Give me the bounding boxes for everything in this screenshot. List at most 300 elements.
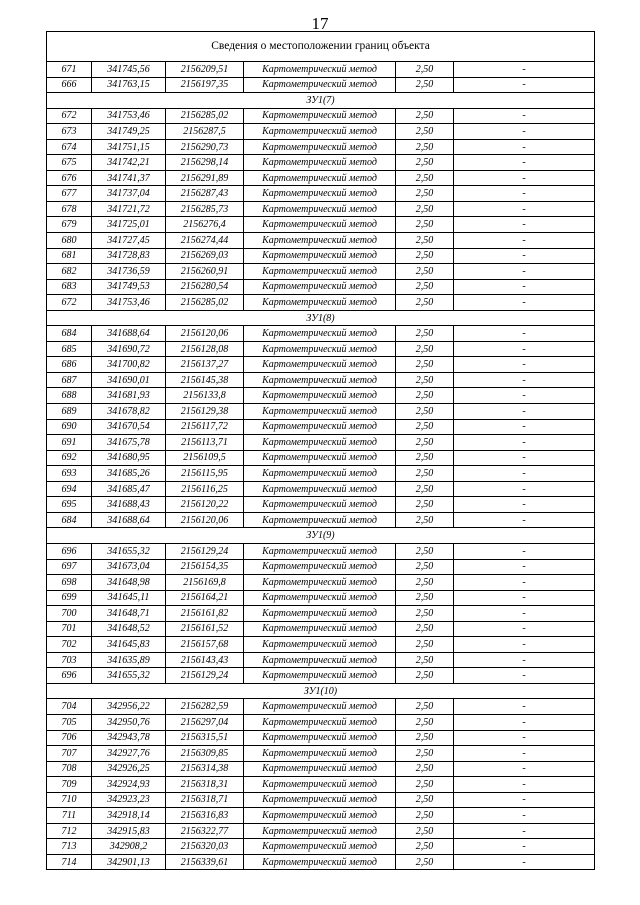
accuracy-cell: 2,50 xyxy=(396,450,454,466)
table-title-row xyxy=(47,32,595,62)
accuracy-cell: 2,50 xyxy=(396,730,454,746)
method-cell: Картометрический метод xyxy=(244,419,396,435)
accuracy-cell: 2,50 xyxy=(396,839,454,855)
method-cell: Картометрический метод xyxy=(244,730,396,746)
table-row xyxy=(47,559,595,575)
note-cell: - xyxy=(454,155,595,171)
method-cell: Картометрический метод xyxy=(244,792,396,808)
accuracy-cell: 2,50 xyxy=(396,714,454,730)
point-number-cell: 686 xyxy=(47,357,92,373)
table-row xyxy=(47,466,595,482)
coord-x-cell: 342924,93 xyxy=(92,777,166,793)
point-number-cell: 684 xyxy=(47,512,92,528)
coord-y-cell: 2156116,25 xyxy=(166,481,244,497)
table-row xyxy=(47,792,595,808)
point-number-cell: 671 xyxy=(47,62,92,78)
note-cell: - xyxy=(454,854,595,870)
point-number-cell: 692 xyxy=(47,450,92,466)
table-row xyxy=(47,730,595,746)
coord-y-cell: 2156287,43 xyxy=(166,186,244,202)
note-cell: - xyxy=(454,264,595,280)
accuracy-cell: 2,50 xyxy=(396,435,454,451)
coord-x-cell: 341690,72 xyxy=(92,341,166,357)
note-cell: - xyxy=(454,124,595,140)
coord-y-cell: 2156320,03 xyxy=(166,839,244,855)
accuracy-cell: 2,50 xyxy=(396,575,454,591)
coord-y-cell: 2156129,24 xyxy=(166,543,244,559)
note-cell: - xyxy=(454,699,595,715)
table-row xyxy=(47,326,595,342)
coord-x-cell: 342918,14 xyxy=(92,808,166,824)
coord-y-cell: 2156282,59 xyxy=(166,699,244,715)
table-row xyxy=(47,637,595,653)
coord-x-cell: 341688,64 xyxy=(92,512,166,528)
method-cell: Картометрический метод xyxy=(244,404,396,420)
coord-x-cell: 341688,64 xyxy=(92,326,166,342)
method-cell: Картометрический метод xyxy=(244,699,396,715)
coord-y-cell: 2156120,22 xyxy=(166,497,244,513)
note-cell: - xyxy=(454,466,595,482)
coord-x-cell: 341655,32 xyxy=(92,543,166,559)
coord-x-cell: 341725,01 xyxy=(92,217,166,233)
coord-x-cell: 342915,83 xyxy=(92,823,166,839)
method-cell: Картометрический метод xyxy=(244,761,396,777)
method-cell: Картометрический метод xyxy=(244,823,396,839)
note-cell: - xyxy=(454,248,595,264)
point-number-cell: 677 xyxy=(47,186,92,202)
point-number-cell: 702 xyxy=(47,637,92,653)
coord-y-cell: 2156169,8 xyxy=(166,575,244,591)
note-cell: - xyxy=(454,621,595,637)
coord-x-cell: 341727,45 xyxy=(92,233,166,249)
coord-x-cell: 341721,72 xyxy=(92,201,166,217)
point-number-cell: 698 xyxy=(47,575,92,591)
table-row xyxy=(47,295,595,311)
point-number-cell: 706 xyxy=(47,730,92,746)
note-cell: - xyxy=(454,808,595,824)
accuracy-cell: 2,50 xyxy=(396,497,454,513)
accuracy-cell: 2,50 xyxy=(396,139,454,155)
accuracy-cell: 2,50 xyxy=(396,357,454,373)
coord-y-cell: 2156318,71 xyxy=(166,792,244,808)
accuracy-cell: 2,50 xyxy=(396,481,454,497)
coord-y-cell: 2156133,8 xyxy=(166,388,244,404)
table-row xyxy=(47,435,595,451)
coord-x-cell: 341645,11 xyxy=(92,590,166,606)
accuracy-cell: 2,50 xyxy=(396,652,454,668)
method-cell: Картометрический метод xyxy=(244,77,396,93)
coord-x-cell: 341690,01 xyxy=(92,372,166,388)
coord-y-cell: 2156260,91 xyxy=(166,264,244,280)
table-row xyxy=(47,108,595,124)
coord-x-cell: 341635,89 xyxy=(92,652,166,668)
method-cell: Картометрический метод xyxy=(244,201,396,217)
method-cell: Картометрический метод xyxy=(244,481,396,497)
point-number-cell: 684 xyxy=(47,326,92,342)
note-cell: - xyxy=(454,637,595,653)
note-cell: - xyxy=(454,108,595,124)
table-row xyxy=(47,217,595,233)
point-number-cell: 675 xyxy=(47,155,92,171)
coord-y-cell: 2156161,52 xyxy=(166,621,244,637)
table-row xyxy=(47,279,595,295)
accuracy-cell: 2,50 xyxy=(396,372,454,388)
coord-y-cell: 2156143,43 xyxy=(166,652,244,668)
note-cell: - xyxy=(454,357,595,373)
method-cell: Картометрический метод xyxy=(244,155,396,171)
coord-x-cell: 341680,95 xyxy=(92,450,166,466)
table-row xyxy=(47,186,595,202)
table-row xyxy=(47,155,595,171)
table-row xyxy=(47,761,595,777)
point-number-cell: 711 xyxy=(47,808,92,824)
table-row xyxy=(47,264,595,280)
accuracy-cell: 2,50 xyxy=(396,746,454,762)
note-cell: - xyxy=(454,590,595,606)
coord-x-cell: 341678,82 xyxy=(92,404,166,420)
accuracy-cell: 2,50 xyxy=(396,543,454,559)
coord-y-cell: 2156209,51 xyxy=(166,62,244,78)
method-cell: Картометрический метод xyxy=(244,341,396,357)
coord-y-cell: 2156164,21 xyxy=(166,590,244,606)
coord-y-cell: 2156137,27 xyxy=(166,357,244,373)
table-title: Сведения о местоположении границ объекта xyxy=(47,32,595,62)
note-cell: - xyxy=(454,823,595,839)
accuracy-cell: 2,50 xyxy=(396,792,454,808)
table-row xyxy=(47,201,595,217)
point-number-cell: 694 xyxy=(47,481,92,497)
coord-y-cell: 2156316,83 xyxy=(166,808,244,824)
parcel-group-label: ЗУ1(8) xyxy=(47,310,595,326)
coord-y-cell: 2156129,24 xyxy=(166,668,244,684)
coord-y-cell: 2156128,08 xyxy=(166,341,244,357)
coord-x-cell: 342927,76 xyxy=(92,746,166,762)
table-row xyxy=(47,372,595,388)
coord-y-cell: 2156285,02 xyxy=(166,295,244,311)
coord-x-cell: 341688,43 xyxy=(92,497,166,513)
point-number-cell: 697 xyxy=(47,559,92,575)
method-cell: Картометрический метод xyxy=(244,668,396,684)
point-number-cell: 696 xyxy=(47,543,92,559)
coord-y-cell: 2156145,38 xyxy=(166,372,244,388)
accuracy-cell: 2,50 xyxy=(396,186,454,202)
note-cell: - xyxy=(454,435,595,451)
accuracy-cell: 2,50 xyxy=(396,559,454,575)
method-cell: Картометрический метод xyxy=(244,295,396,311)
accuracy-cell: 2,50 xyxy=(396,761,454,777)
method-cell: Картометрический метод xyxy=(244,217,396,233)
coord-x-cell: 342956,22 xyxy=(92,699,166,715)
point-number-cell: 683 xyxy=(47,279,92,295)
point-number-cell: 693 xyxy=(47,466,92,482)
point-number-cell: 696 xyxy=(47,668,92,684)
coord-x-cell: 341648,98 xyxy=(92,575,166,591)
parcel-group-row xyxy=(47,310,595,326)
boundary-table xyxy=(46,31,595,870)
point-number-cell: 681 xyxy=(47,248,92,264)
coord-y-cell: 2156269,03 xyxy=(166,248,244,264)
coord-y-cell: 2156290,73 xyxy=(166,139,244,155)
point-number-cell: 666 xyxy=(47,77,92,93)
coord-x-cell: 341745,56 xyxy=(92,62,166,78)
table-row xyxy=(47,419,595,435)
table-row xyxy=(47,621,595,637)
method-cell: Картометрический метод xyxy=(244,559,396,575)
table-row xyxy=(47,714,595,730)
coord-y-cell: 2156120,06 xyxy=(166,512,244,528)
accuracy-cell: 2,50 xyxy=(396,606,454,622)
table-row xyxy=(47,652,595,668)
point-number-cell: 676 xyxy=(47,170,92,186)
coord-y-cell: 2156309,85 xyxy=(166,746,244,762)
accuracy-cell: 2,50 xyxy=(396,326,454,342)
table-row xyxy=(47,668,595,684)
method-cell: Картометрический метод xyxy=(244,388,396,404)
coord-y-cell: 2156322,77 xyxy=(166,823,244,839)
method-cell: Картометрический метод xyxy=(244,108,396,124)
accuracy-cell: 2,50 xyxy=(396,279,454,295)
parcel-group-label: ЗУ1(9) xyxy=(47,528,595,544)
method-cell: Картометрический метод xyxy=(244,372,396,388)
coord-x-cell: 342908,2 xyxy=(92,839,166,855)
coord-x-cell: 342943,78 xyxy=(92,730,166,746)
page-number: 17 xyxy=(311,14,329,33)
table-row xyxy=(47,590,595,606)
table-row xyxy=(47,543,595,559)
coord-x-cell: 341736,59 xyxy=(92,264,166,280)
note-cell: - xyxy=(454,652,595,668)
table-row xyxy=(47,357,595,373)
coord-x-cell: 341700,82 xyxy=(92,357,166,373)
coord-y-cell: 2156154,35 xyxy=(166,559,244,575)
method-cell: Картометрический метод xyxy=(244,621,396,637)
table-row xyxy=(47,512,595,528)
note-cell: - xyxy=(454,326,595,342)
note-cell: - xyxy=(454,279,595,295)
accuracy-cell: 2,50 xyxy=(396,590,454,606)
coord-y-cell: 2156318,31 xyxy=(166,777,244,793)
table-row xyxy=(47,450,595,466)
table-row xyxy=(47,62,595,78)
method-cell: Картометрический метод xyxy=(244,543,396,559)
coord-y-cell: 2156129,38 xyxy=(166,404,244,420)
table-row xyxy=(47,341,595,357)
method-cell: Картометрический метод xyxy=(244,435,396,451)
point-number-cell: 707 xyxy=(47,746,92,762)
method-cell: Картометрический метод xyxy=(244,746,396,762)
note-cell: - xyxy=(454,792,595,808)
accuracy-cell: 2,50 xyxy=(396,823,454,839)
note-cell: - xyxy=(454,777,595,793)
coord-y-cell: 2156274,44 xyxy=(166,233,244,249)
accuracy-cell: 2,50 xyxy=(396,668,454,684)
coord-x-cell: 341749,25 xyxy=(92,124,166,140)
table-row xyxy=(47,77,595,93)
note-cell: - xyxy=(454,481,595,497)
accuracy-cell: 2,50 xyxy=(396,295,454,311)
accuracy-cell: 2,50 xyxy=(396,637,454,653)
method-cell: Картометрический метод xyxy=(244,839,396,855)
note-cell: - xyxy=(454,839,595,855)
accuracy-cell: 2,50 xyxy=(396,699,454,715)
coord-x-cell: 341753,46 xyxy=(92,108,166,124)
method-cell: Картометрический метод xyxy=(244,497,396,513)
coord-x-cell: 341753,46 xyxy=(92,295,166,311)
parcel-group-label: ЗУ1(7) xyxy=(47,93,595,109)
table-row xyxy=(47,699,595,715)
point-number-cell: 701 xyxy=(47,621,92,637)
note-cell: - xyxy=(454,714,595,730)
point-number-cell: 680 xyxy=(47,233,92,249)
point-number-cell: 703 xyxy=(47,652,92,668)
accuracy-cell: 2,50 xyxy=(396,77,454,93)
table-row xyxy=(47,746,595,762)
point-number-cell: 687 xyxy=(47,372,92,388)
table-row xyxy=(47,233,595,249)
coord-x-cell: 342923,23 xyxy=(92,792,166,808)
table-row xyxy=(47,404,595,420)
note-cell: - xyxy=(454,217,595,233)
point-number-cell: 678 xyxy=(47,201,92,217)
coord-x-cell: 341728,83 xyxy=(92,248,166,264)
note-cell: - xyxy=(454,77,595,93)
coord-y-cell: 2156298,14 xyxy=(166,155,244,171)
coord-y-cell: 2156285,02 xyxy=(166,108,244,124)
table-row xyxy=(47,777,595,793)
note-cell: - xyxy=(454,295,595,311)
coord-y-cell: 2156315,51 xyxy=(166,730,244,746)
coord-y-cell: 2156157,68 xyxy=(166,637,244,653)
point-number-cell: 695 xyxy=(47,497,92,513)
method-cell: Картометрический метод xyxy=(244,124,396,140)
accuracy-cell: 2,50 xyxy=(396,808,454,824)
method-cell: Картометрический метод xyxy=(244,590,396,606)
table-row xyxy=(47,808,595,824)
coord-x-cell: 341763,15 xyxy=(92,77,166,93)
point-number-cell: 708 xyxy=(47,761,92,777)
point-number-cell: 688 xyxy=(47,388,92,404)
method-cell: Картометрический метод xyxy=(244,652,396,668)
note-cell: - xyxy=(454,186,595,202)
parcel-group-row xyxy=(47,528,595,544)
point-number-cell: 691 xyxy=(47,435,92,451)
point-number-cell: 689 xyxy=(47,404,92,420)
coord-x-cell: 341742,21 xyxy=(92,155,166,171)
point-number-cell: 704 xyxy=(47,699,92,715)
coord-x-cell: 341673,04 xyxy=(92,559,166,575)
method-cell: Картометрический метод xyxy=(244,808,396,824)
coord-x-cell: 342901,13 xyxy=(92,854,166,870)
accuracy-cell: 2,50 xyxy=(396,217,454,233)
note-cell: - xyxy=(454,606,595,622)
coord-x-cell: 341685,47 xyxy=(92,481,166,497)
table-row xyxy=(47,124,595,140)
accuracy-cell: 2,50 xyxy=(396,341,454,357)
method-cell: Картометрический метод xyxy=(244,186,396,202)
coord-x-cell: 341749,53 xyxy=(92,279,166,295)
table-row xyxy=(47,854,595,870)
method-cell: Картометрический метод xyxy=(244,777,396,793)
coord-x-cell: 341645,83 xyxy=(92,637,166,653)
point-number-cell: 714 xyxy=(47,854,92,870)
coord-y-cell: 2156287,5 xyxy=(166,124,244,140)
point-number-cell: 705 xyxy=(47,714,92,730)
accuracy-cell: 2,50 xyxy=(396,233,454,249)
accuracy-cell: 2,50 xyxy=(396,108,454,124)
point-number-cell: 674 xyxy=(47,139,92,155)
method-cell: Картометрический метод xyxy=(244,357,396,373)
point-number-cell: 710 xyxy=(47,792,92,808)
note-cell: - xyxy=(454,388,595,404)
method-cell: Картометрический метод xyxy=(244,279,396,295)
coord-x-cell: 341751,15 xyxy=(92,139,166,155)
method-cell: Картометрический метод xyxy=(244,575,396,591)
method-cell: Картометрический метод xyxy=(244,606,396,622)
accuracy-cell: 2,50 xyxy=(396,248,454,264)
point-number-cell: 690 xyxy=(47,419,92,435)
note-cell: - xyxy=(454,419,595,435)
coord-y-cell: 2156285,73 xyxy=(166,201,244,217)
table-row xyxy=(47,839,595,855)
coord-x-cell: 342950,76 xyxy=(92,714,166,730)
note-cell: - xyxy=(454,450,595,466)
coord-y-cell: 2156109,5 xyxy=(166,450,244,466)
coord-y-cell: 2156113,71 xyxy=(166,435,244,451)
coord-x-cell: 341741,37 xyxy=(92,170,166,186)
method-cell: Картометрический метод xyxy=(244,233,396,249)
table-row xyxy=(47,139,595,155)
coord-x-cell: 341648,52 xyxy=(92,621,166,637)
method-cell: Картометрический метод xyxy=(244,62,396,78)
parcel-group-row xyxy=(47,683,595,699)
point-number-cell: 685 xyxy=(47,341,92,357)
method-cell: Картометрический метод xyxy=(244,637,396,653)
note-cell: - xyxy=(454,372,595,388)
point-number-cell: 709 xyxy=(47,777,92,793)
parcel-group-row xyxy=(47,93,595,109)
method-cell: Картометрический метод xyxy=(244,248,396,264)
note-cell: - xyxy=(454,761,595,777)
table-row xyxy=(47,248,595,264)
point-number-cell: 673 xyxy=(47,124,92,140)
coord-x-cell: 341648,71 xyxy=(92,606,166,622)
accuracy-cell: 2,50 xyxy=(396,62,454,78)
accuracy-cell: 2,50 xyxy=(396,124,454,140)
method-cell: Картометрический метод xyxy=(244,512,396,528)
note-cell: - xyxy=(454,201,595,217)
note-cell: - xyxy=(454,170,595,186)
method-cell: Картометрический метод xyxy=(244,714,396,730)
coord-x-cell: 341737,04 xyxy=(92,186,166,202)
method-cell: Картометрический метод xyxy=(244,139,396,155)
coord-x-cell: 341655,32 xyxy=(92,668,166,684)
accuracy-cell: 2,50 xyxy=(396,388,454,404)
method-cell: Картометрический метод xyxy=(244,854,396,870)
point-number-cell: 713 xyxy=(47,839,92,855)
method-cell: Картометрический метод xyxy=(244,170,396,186)
accuracy-cell: 2,50 xyxy=(396,170,454,186)
note-cell: - xyxy=(454,559,595,575)
coord-y-cell: 2156161,82 xyxy=(166,606,244,622)
note-cell: - xyxy=(454,730,595,746)
note-cell: - xyxy=(454,497,595,513)
accuracy-cell: 2,50 xyxy=(396,201,454,217)
note-cell: - xyxy=(454,233,595,249)
method-cell: Картометрический метод xyxy=(244,264,396,280)
coord-x-cell: 341675,78 xyxy=(92,435,166,451)
note-cell: - xyxy=(454,139,595,155)
method-cell: Картометрический метод xyxy=(244,326,396,342)
